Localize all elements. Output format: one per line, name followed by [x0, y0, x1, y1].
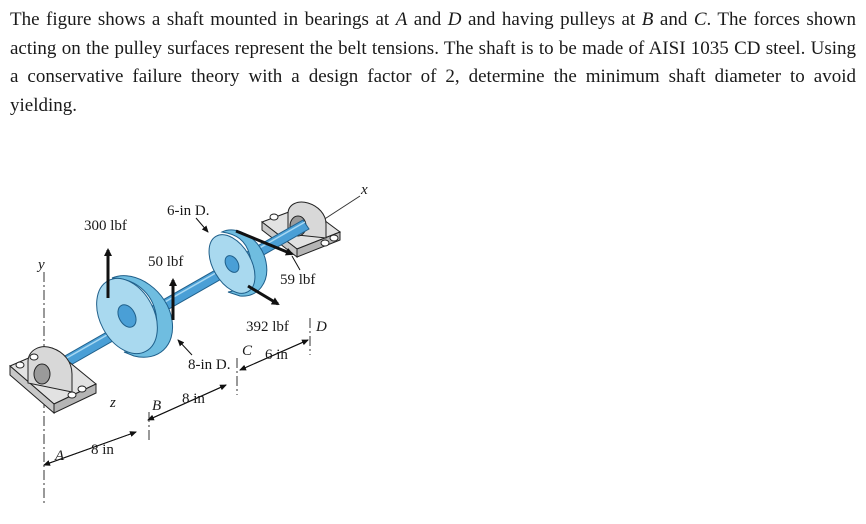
dim-bc-label: 8 in	[182, 391, 205, 407]
force-59-label: 59 lbf	[280, 272, 316, 288]
force-300-label: 300 lbf	[84, 218, 127, 234]
pulley-b-diameter-label: 6-in D.	[167, 203, 210, 219]
point-b-label: B	[152, 398, 162, 414]
point-d-label: D	[316, 319, 327, 335]
point-c-label: C	[242, 343, 253, 359]
problem-statement: The figure shows a shaft mounted in bearings at A and D and having pulleys at B and C. The forces shown acting on the pulley surfaces represent the belt tensions. The shaft is to be made of AISI 1035 CD steel. Using a conservative failure theory with a design factor of 2, determine the minimum shaft diameter to avoid yielding.	[10, 9, 857, 116]
force-392-arrow	[248, 286, 278, 304]
pulley-b-diameter-leader	[196, 218, 208, 232]
pulley-c-diameter-label: 8-in D.	[188, 357, 231, 373]
axis-z-label: z	[110, 395, 116, 411]
pulley-c-diameter-leader	[178, 340, 192, 355]
force-392-label: 392 lbf	[246, 319, 289, 335]
dim-ab-label: 8 in	[91, 442, 114, 458]
dim-cd-label: 6 in	[265, 347, 288, 363]
force-50-label: 50 lbf	[148, 254, 184, 270]
point-a-label: A	[55, 448, 65, 464]
axis-x-label: x	[361, 182, 368, 198]
axis-y-label: y	[38, 257, 45, 273]
x-axis-line	[320, 196, 360, 222]
force-59-leader	[292, 256, 300, 270]
